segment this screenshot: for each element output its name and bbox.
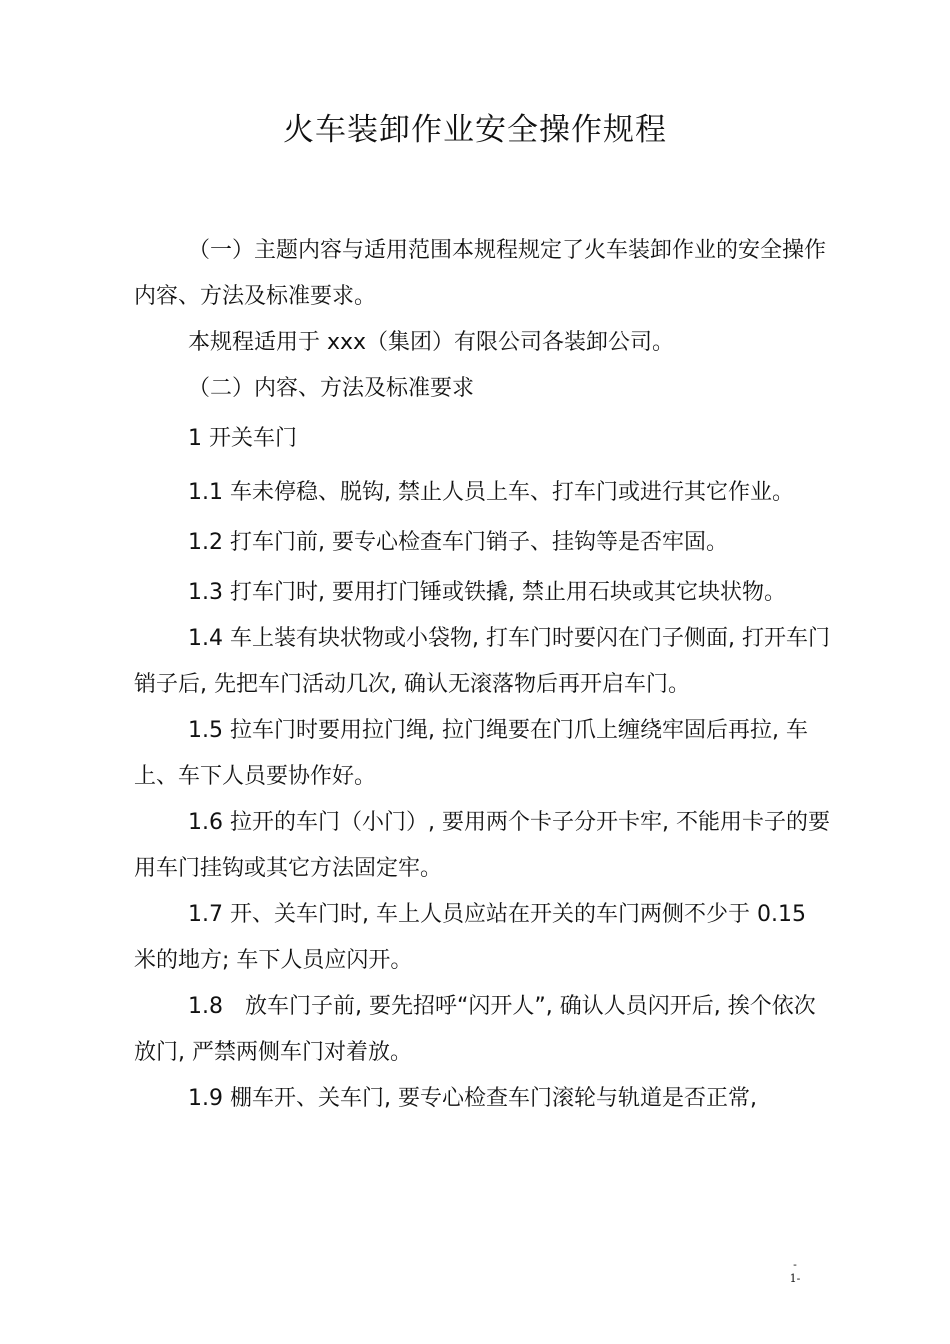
paragraph-applicability: 本规程适用于 xxx（集团）有限公司各装卸公司。 [188, 330, 675, 355]
document-title: 火车装卸作业安全操作规程 [283, 112, 667, 148]
paragraph-scope: （一）主题内容与适用范围本规程规定了火车装卸作业的安全操作内容、方法及标准要求。 [134, 238, 827, 309]
section-heading-doors: 1 开关车门 [188, 426, 297, 451]
clause-1-9: 1.9 棚车开、关车门, 要专心检查车门滚轮与轨道是否正常, [188, 1086, 757, 1111]
clause-1-6: 1.6 拉开的车门（小门）, 要用两个卡子分开卡牢, 不能用卡子的要用车门挂钩或其它方法固定牢。 [134, 810, 830, 881]
page-number [780, 1258, 810, 1286]
clause-1-7: 1.7 开、关车门时, 车上人员应站在开关的车门两侧不少于 0.15 米的地方; 车下人员应闪开。 [134, 902, 806, 973]
clause-1-4: 1.4 车上装有块状物或小袋物, 打车门时要闪在门子侧面, 打开车门销子后, 先把车门活动几次, 确认无滚落物后再开启车门。 [134, 626, 830, 697]
clause-1-5: 1.5 拉车门时要用拉门绳, 拉门绳要在门爪上缠绕牢固后再拉, 车上、车下人员要协作好。 [134, 718, 808, 789]
section-heading-content: （二）内容、方法及标准要求 [188, 376, 475, 401]
clause-1-8: 1.8 放车门子前, 要先招呼“闪开人”, 确认人员闪开后, 挨个依次放门, 严禁两侧车门对着放。 [134, 994, 816, 1065]
clause-1-1: 1.1 车未停稳、脱钩, 禁止人员上车、打车门或进行其它作业。 [188, 480, 794, 505]
clause-1-3: 1.3 打车门时, 要用打门锤或铁撬, 禁止用石块或其它块状物。 [188, 580, 786, 605]
document-body [134, 0, 834, 1122]
page-number-value: 1- [789, 1272, 801, 1285]
clause-1-2: 1.2 打车门前, 要专心检查车门销子、挂钩等是否牢固。 [188, 530, 728, 555]
page-number-dash: - [793, 1258, 797, 1271]
